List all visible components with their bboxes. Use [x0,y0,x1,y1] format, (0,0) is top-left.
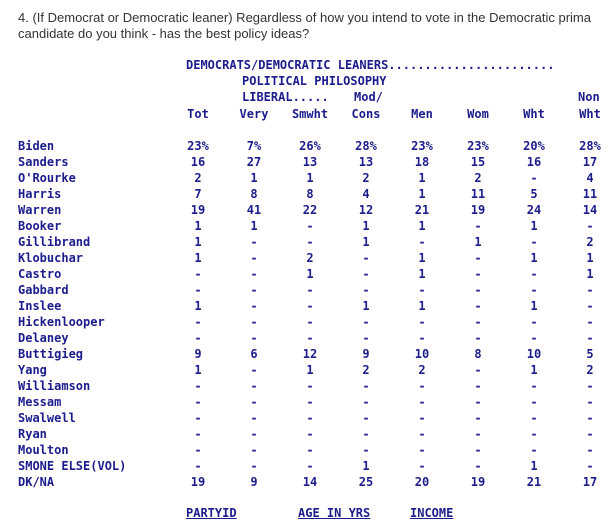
table-cell: - [418,459,426,473]
row-label: Hickenlooper [18,315,105,329]
table-cell: 10 [414,347,430,361]
table-cell: 1 [530,219,538,233]
table-cell: - [418,235,426,249]
table-cell: - [250,315,258,329]
table-cell: 2 [306,251,314,265]
table-cell: - [530,411,538,425]
table-cell: 19 [190,203,206,217]
table-cell: - [586,459,594,473]
table-cell: 41 [246,203,262,217]
table-cell: 1 [474,235,482,249]
liberal-header: LIBERAL..... [242,90,329,104]
philosophy-header: POLITICAL PHILOSOPHY [242,74,387,88]
row-label: Booker [18,219,62,233]
table-cell: 20 [414,475,430,489]
column-header: Men [411,107,433,121]
table-cell: 14 [302,475,318,489]
table-cell: - [586,395,594,409]
table-cell: - [306,395,314,409]
table-cell: 1 [418,251,426,265]
table-cell: - [530,315,538,329]
table-cell: - [586,315,594,329]
table-cell: - [418,331,426,345]
table-cell: - [306,331,314,345]
table-cell: - [250,379,258,393]
table-cell: - [250,443,258,457]
table-row [0,362,615,378]
row-label: Swalwell [18,411,76,425]
row-label: Williamson [18,379,91,393]
table-cell: - [362,443,370,457]
table-cell: 1 [250,171,258,185]
table-cell: - [250,395,258,409]
table-cell: - [474,251,482,265]
table-cell: 26% [299,139,321,153]
table-cell: - [194,331,202,345]
table-cell: - [306,459,314,473]
table-cell: 23% [467,139,489,153]
table-cell: - [586,331,594,345]
table-row [0,378,615,394]
table-cell: - [306,315,314,329]
table-cell: - [362,331,370,345]
table-row [0,410,615,426]
table-cell: 1 [306,171,314,185]
table-row [0,330,615,346]
column-header: Tot [187,107,209,121]
table-cell: - [362,315,370,329]
row-label: Warren [18,203,62,217]
table-cell: 1 [194,219,202,233]
table-cell: 12 [358,203,374,217]
table-cell: 1 [306,267,314,281]
table-cell: 5 [530,187,538,201]
table-cell: 14 [582,203,598,217]
table-cell: - [418,379,426,393]
table-row [0,474,615,490]
table-cell: - [306,411,314,425]
table-cell: 1 [418,187,426,201]
table-cell: 10 [526,347,542,361]
table-cell: 1 [530,251,538,265]
mod-header: Mod/ [354,90,383,104]
table-cell: 11 [470,187,486,201]
footer-headers [0,506,615,522]
table-cell: - [586,411,594,425]
table-cell: 15 [470,155,486,169]
banner-header: DEMOCRATS/DEMOCRATIC LEANERS....................... [186,58,555,72]
table-cell: 22 [302,203,318,217]
row-label: Gillibrand [18,235,91,249]
table-cell: - [474,395,482,409]
table-row [0,298,615,314]
table-cell: 17 [582,155,598,169]
table-cell: - [474,283,482,297]
table-row [0,250,615,266]
row-label: Klobuchar [18,251,84,265]
table-cell: - [362,411,370,425]
table-cell: 1 [362,235,370,249]
table-cell: 1 [306,363,314,377]
table-cell: 1 [362,219,370,233]
table-cell: - [474,443,482,457]
table-cell: - [250,411,258,425]
table-cell: 1 [194,363,202,377]
row-label: Castro [18,267,62,281]
table-cell: 16 [526,155,542,169]
column-header: Cons [351,107,381,121]
table-cell: 1 [250,219,258,233]
table-cell: 23% [411,139,433,153]
table-cell: - [194,379,202,393]
column-header: Smwht [291,107,329,121]
table-cell: 1 [362,299,370,313]
table-cell: 1 [530,299,538,313]
table-cell: 11 [582,187,598,201]
table-cell: 1 [418,219,426,233]
table-cell: 28% [355,139,377,153]
table-cell: - [418,443,426,457]
table-cell: - [194,427,202,441]
table-cell: - [474,459,482,473]
table-cell: 1 [194,299,202,313]
non-header: Non [578,90,600,104]
table-row [0,138,615,154]
table-cell: - [250,363,258,377]
table-row [0,458,615,474]
question-line-2: candidate do you think - has the best policy ideas? [18,26,310,41]
table-cell: - [530,443,538,457]
table-cell: - [362,379,370,393]
column-header: Wom [467,107,489,121]
table-cell: - [474,219,482,233]
table-cell: - [250,283,258,297]
table-cell: - [474,411,482,425]
table-cell: - [250,235,258,249]
table-cell: 13 [302,155,318,169]
table-cell: - [586,299,594,313]
footer-header: AGE IN YRS [298,506,371,520]
table-cell: 21 [526,475,542,489]
table-cell: - [586,443,594,457]
row-label: Inslee [18,299,62,313]
table-cell: - [530,235,538,249]
table-cell: 1 [586,251,594,265]
table-cell: 2 [194,171,202,185]
question-line-1: 4. (If Democrat or Democratic leaner) Regardless of how you intend to vote in the Democratic prima [18,10,591,25]
table-cell: - [586,283,594,297]
table-cell: - [250,251,258,265]
table-cell: - [530,331,538,345]
table-cell: - [306,427,314,441]
table-cell: - [474,315,482,329]
table-cell: 28% [579,139,601,153]
table-cell: 19 [470,203,486,217]
table-cell: 2 [418,363,426,377]
table-row [0,154,615,170]
table-cell: 4 [362,187,370,201]
table-cell: - [194,459,202,473]
column-header-row [0,106,615,122]
table-row [0,314,615,330]
table-cell: 7% [246,139,262,153]
table-cell: 1 [418,171,426,185]
table-cell: 5 [586,347,594,361]
table-cell: 19 [190,475,206,489]
table-cell: 20% [523,139,545,153]
table-row [0,442,615,458]
table-cell: - [474,267,482,281]
table-row [0,346,615,362]
table-row [0,394,615,410]
table-cell: - [250,459,258,473]
table-cell: - [586,427,594,441]
table-cell: - [530,283,538,297]
table-cell: 2 [586,235,594,249]
table-cell: 1 [194,235,202,249]
table-cell: - [306,219,314,233]
table-cell: - [362,251,370,265]
table-cell: 23% [187,139,209,153]
table-row [0,266,615,282]
table-cell: 13 [358,155,374,169]
table-cell: - [250,427,258,441]
table-cell: - [418,427,426,441]
table-cell: 18 [414,155,430,169]
table-cell: 7 [194,187,202,201]
table-cell: - [586,379,594,393]
table-cell: 8 [474,347,482,361]
table-cell: - [418,395,426,409]
table-cell: - [362,427,370,441]
table-row [0,426,615,442]
table-cell: - [306,299,314,313]
table-cell: - [306,283,314,297]
table-cell: - [418,411,426,425]
table-cell: 6 [250,347,258,361]
table-row [0,282,615,298]
table-cell: 16 [190,155,206,169]
table-cell: - [194,267,202,281]
table-cell: 9 [250,475,258,489]
table-cell: - [586,219,594,233]
table-cell: - [194,443,202,457]
row-label: DK/NA [18,475,55,489]
footer-header: INCOME [410,506,454,520]
row-label: Harris [18,187,62,201]
table-cell: 2 [474,171,482,185]
row-label: Messam [18,395,62,409]
table-cell: 2 [362,363,370,377]
table-cell: - [530,379,538,393]
table-cell: 8 [306,187,314,201]
table-cell: - [306,235,314,249]
table-cell: - [418,315,426,329]
table-cell: - [250,299,258,313]
table-row [0,218,615,234]
row-label: Delaney [18,331,69,345]
table-cell: 1 [418,299,426,313]
table-cell: 2 [586,363,594,377]
table-cell: 1 [530,363,538,377]
table-cell: 12 [302,347,318,361]
table-cell: 25 [358,475,374,489]
row-label: SMONE ELSE(VOL) [18,459,127,473]
table-cell: 1 [418,267,426,281]
footer-header: PARTYID [186,506,237,520]
column-header: Very [239,107,269,121]
table-cell: - [250,331,258,345]
column-header: Wht [579,107,601,121]
table-cell: - [530,395,538,409]
table-cell: - [194,283,202,297]
table-cell: 9 [194,347,202,361]
table-cell: 4 [586,171,594,185]
table-cell: - [306,379,314,393]
table-row [0,186,615,202]
table-cell: - [362,395,370,409]
table-cell: 19 [470,475,486,489]
table-cell: 1 [586,267,594,281]
table-cell: - [474,427,482,441]
table-cell: - [362,267,370,281]
table-cell: - [194,395,202,409]
row-label: Ryan [18,427,47,441]
table-cell: - [362,283,370,297]
row-label: O'Rourke [18,171,76,185]
row-label: Yang [18,363,47,377]
table-cell: - [194,315,202,329]
table-cell: - [474,379,482,393]
row-label: Buttigieg [18,347,84,361]
column-header: Wht [523,107,545,121]
table-row [0,170,615,186]
table-cell: 17 [582,475,598,489]
table-row [0,234,615,250]
table-cell: - [194,411,202,425]
table-cell: - [474,299,482,313]
row-label: Moulton [18,443,69,457]
table-cell: - [530,267,538,281]
table-cell: 27 [246,155,262,169]
table-cell: 8 [250,187,258,201]
table-cell: - [474,363,482,377]
table-cell: - [306,443,314,457]
table-row [0,202,615,218]
table-cell: - [530,171,538,185]
table-cell: 1 [194,251,202,265]
table-cell: - [474,331,482,345]
table-cell: 24 [526,203,542,217]
table-cell: 9 [362,347,370,361]
row-label: Sanders [18,155,69,169]
table-cell: 21 [414,203,430,217]
table-cell: 2 [362,171,370,185]
table-cell: 1 [530,459,538,473]
table-cell: - [530,427,538,441]
table-cell: - [250,267,258,281]
table-cell: - [418,283,426,297]
row-label: Biden [18,139,55,153]
question-text [18,10,615,42]
table-cell: 1 [362,459,370,473]
row-label: Gabbard [18,283,69,297]
